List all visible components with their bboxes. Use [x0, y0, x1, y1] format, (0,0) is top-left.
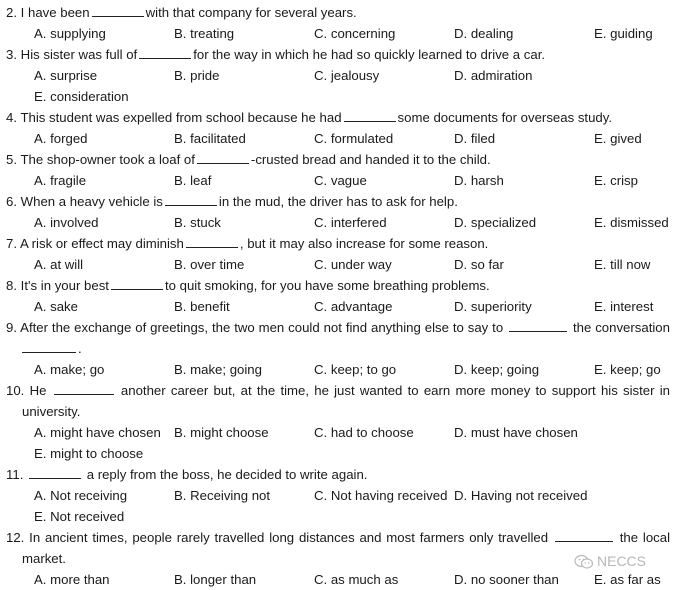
option-b: B. pride — [174, 68, 220, 83]
option-c: C. keep; to go — [314, 362, 397, 377]
option-e: E. consideration — [34, 89, 129, 104]
question-4-options — [0, 128, 680, 149]
option-b: B. treating — [174, 26, 235, 41]
question-11-options — [0, 485, 680, 506]
option-c: C. concerning — [314, 26, 396, 41]
option-a: A. supplying — [34, 26, 106, 41]
option-e: E. Not received — [34, 509, 125, 524]
option-e: E. interest — [594, 299, 654, 314]
answer-blank — [197, 150, 249, 164]
question-12: 12. In ancient times, people rarely travelled long distances and most farmers only travelled the local — [6, 530, 670, 545]
question-3: 3. His sister was full of for the way in which he had so quickly learned to drive a car. — [6, 47, 546, 62]
option-d: D. keep; going — [454, 362, 540, 377]
answer-blank — [22, 339, 76, 353]
question-3-options — [0, 65, 680, 86]
option-b: B. might choose — [174, 425, 269, 440]
wechat-icon — [574, 554, 594, 570]
option-d: D. harsh — [454, 173, 504, 188]
option-b: B. benefit — [174, 299, 230, 314]
option-e: E. keep; go — [594, 362, 661, 377]
question-6: 6. When a heavy vehicle is in the mud, the driver has to ask for help. — [6, 194, 458, 209]
answer-blank — [509, 318, 567, 332]
option-b: B. longer than — [174, 572, 257, 587]
question-9: 9. After the exchange of greetings, the two men could not find anything else to say to the conversation — [6, 320, 670, 335]
answer-blank — [139, 45, 191, 59]
option-c: C. had to choose — [314, 425, 414, 440]
option-e: E. dismissed — [594, 215, 669, 230]
option-a: A. fragile — [34, 173, 87, 188]
option-e: E. till now — [594, 257, 651, 272]
question-6-options — [0, 212, 680, 233]
question-10-continuation: university. — [22, 404, 81, 419]
question-4: 4. This student was expelled from school because he had some documents for overseas study. — [6, 110, 613, 125]
option-c: C. jealousy — [314, 68, 380, 83]
option-a: A. forged — [34, 131, 88, 146]
option-a: A. make; go — [34, 362, 105, 377]
answer-blank — [344, 108, 396, 122]
option-e: E. might to choose — [34, 446, 144, 461]
watermark-text: NECCS — [597, 553, 647, 569]
question-11: 11. a reply from the boss, he decided to write again. — [6, 467, 368, 482]
option-c: C. under way — [314, 257, 392, 272]
option-d: D. Having not received — [454, 488, 588, 503]
option-d: D. dealing — [454, 26, 514, 41]
answer-blank — [54, 381, 114, 395]
option-d: D. specialized — [454, 215, 537, 230]
question-11-options-row2 — [0, 506, 680, 527]
option-b: B. Receiving not — [174, 488, 271, 503]
option-d: D. filed — [454, 131, 496, 146]
question-5: 5. The shop-owner took a loaf of -crusted bread and handed it to the child. — [6, 152, 491, 167]
option-a: A. might have chosen — [34, 425, 161, 440]
question-5-options — [0, 170, 680, 191]
question-12-continuation: market. — [22, 551, 66, 566]
option-d: D. so far — [454, 257, 504, 272]
option-e: E. guiding — [594, 26, 653, 41]
question-9-continuation: . — [22, 338, 82, 359]
question-3-options-row2 — [0, 86, 680, 107]
answer-blank — [111, 276, 163, 290]
answer-blank — [186, 234, 238, 248]
option-d: D. no sooner than — [454, 572, 559, 587]
option-d: D. admiration — [454, 68, 533, 83]
option-b: B. stuck — [174, 215, 221, 230]
question-8: 8. It's in your best to quit smoking, for you have some breathing problems. — [6, 278, 490, 293]
question-2-options — [0, 23, 680, 44]
option-a: A. more than — [34, 572, 110, 587]
option-a: A. involved — [34, 215, 99, 230]
question-7-options — [0, 254, 680, 275]
watermark — [574, 551, 646, 571]
question-10-options — [0, 422, 680, 443]
question-8-options — [0, 296, 680, 317]
question-9-options — [0, 359, 680, 380]
option-e: E. as far as — [594, 572, 661, 587]
question-10-options-row2 — [0, 443, 680, 464]
option-a: A. at will — [34, 257, 84, 272]
question-12-options — [0, 569, 680, 590]
option-c: C. interfered — [314, 215, 387, 230]
option-c: C. formulated — [314, 131, 394, 146]
option-d: D. must have chosen — [454, 425, 578, 440]
option-d: D. superiority — [454, 299, 532, 314]
option-e: E. crisp — [594, 173, 638, 188]
option-b: B. leaf — [174, 173, 212, 188]
option-c: C. advantage — [314, 299, 393, 314]
option-a: A. sake — [34, 299, 78, 314]
answer-blank — [92, 3, 144, 17]
option-b: B. over time — [174, 257, 245, 272]
answer-blank — [165, 192, 217, 206]
question-7: 7. A risk or effect may diminish , but it may also increase for some reason. — [6, 236, 489, 251]
option-b: B. make; going — [174, 362, 262, 377]
option-b: B. facilitated — [174, 131, 246, 146]
option-e: E. gived — [594, 131, 642, 146]
option-a: A. Not receiving — [34, 488, 128, 503]
answer-blank — [555, 528, 613, 542]
question-2: 2. I have been with that company for several years. — [6, 5, 357, 20]
option-c: C. Not having received — [314, 488, 448, 503]
option-c: C. vague — [314, 173, 367, 188]
option-a: A. surprise — [34, 68, 98, 83]
question-10: 10. He another career but, at the time, he just wanted to earn more money to support his sister in — [6, 383, 670, 398]
option-c: C. as much as — [314, 572, 399, 587]
answer-blank — [29, 465, 81, 479]
